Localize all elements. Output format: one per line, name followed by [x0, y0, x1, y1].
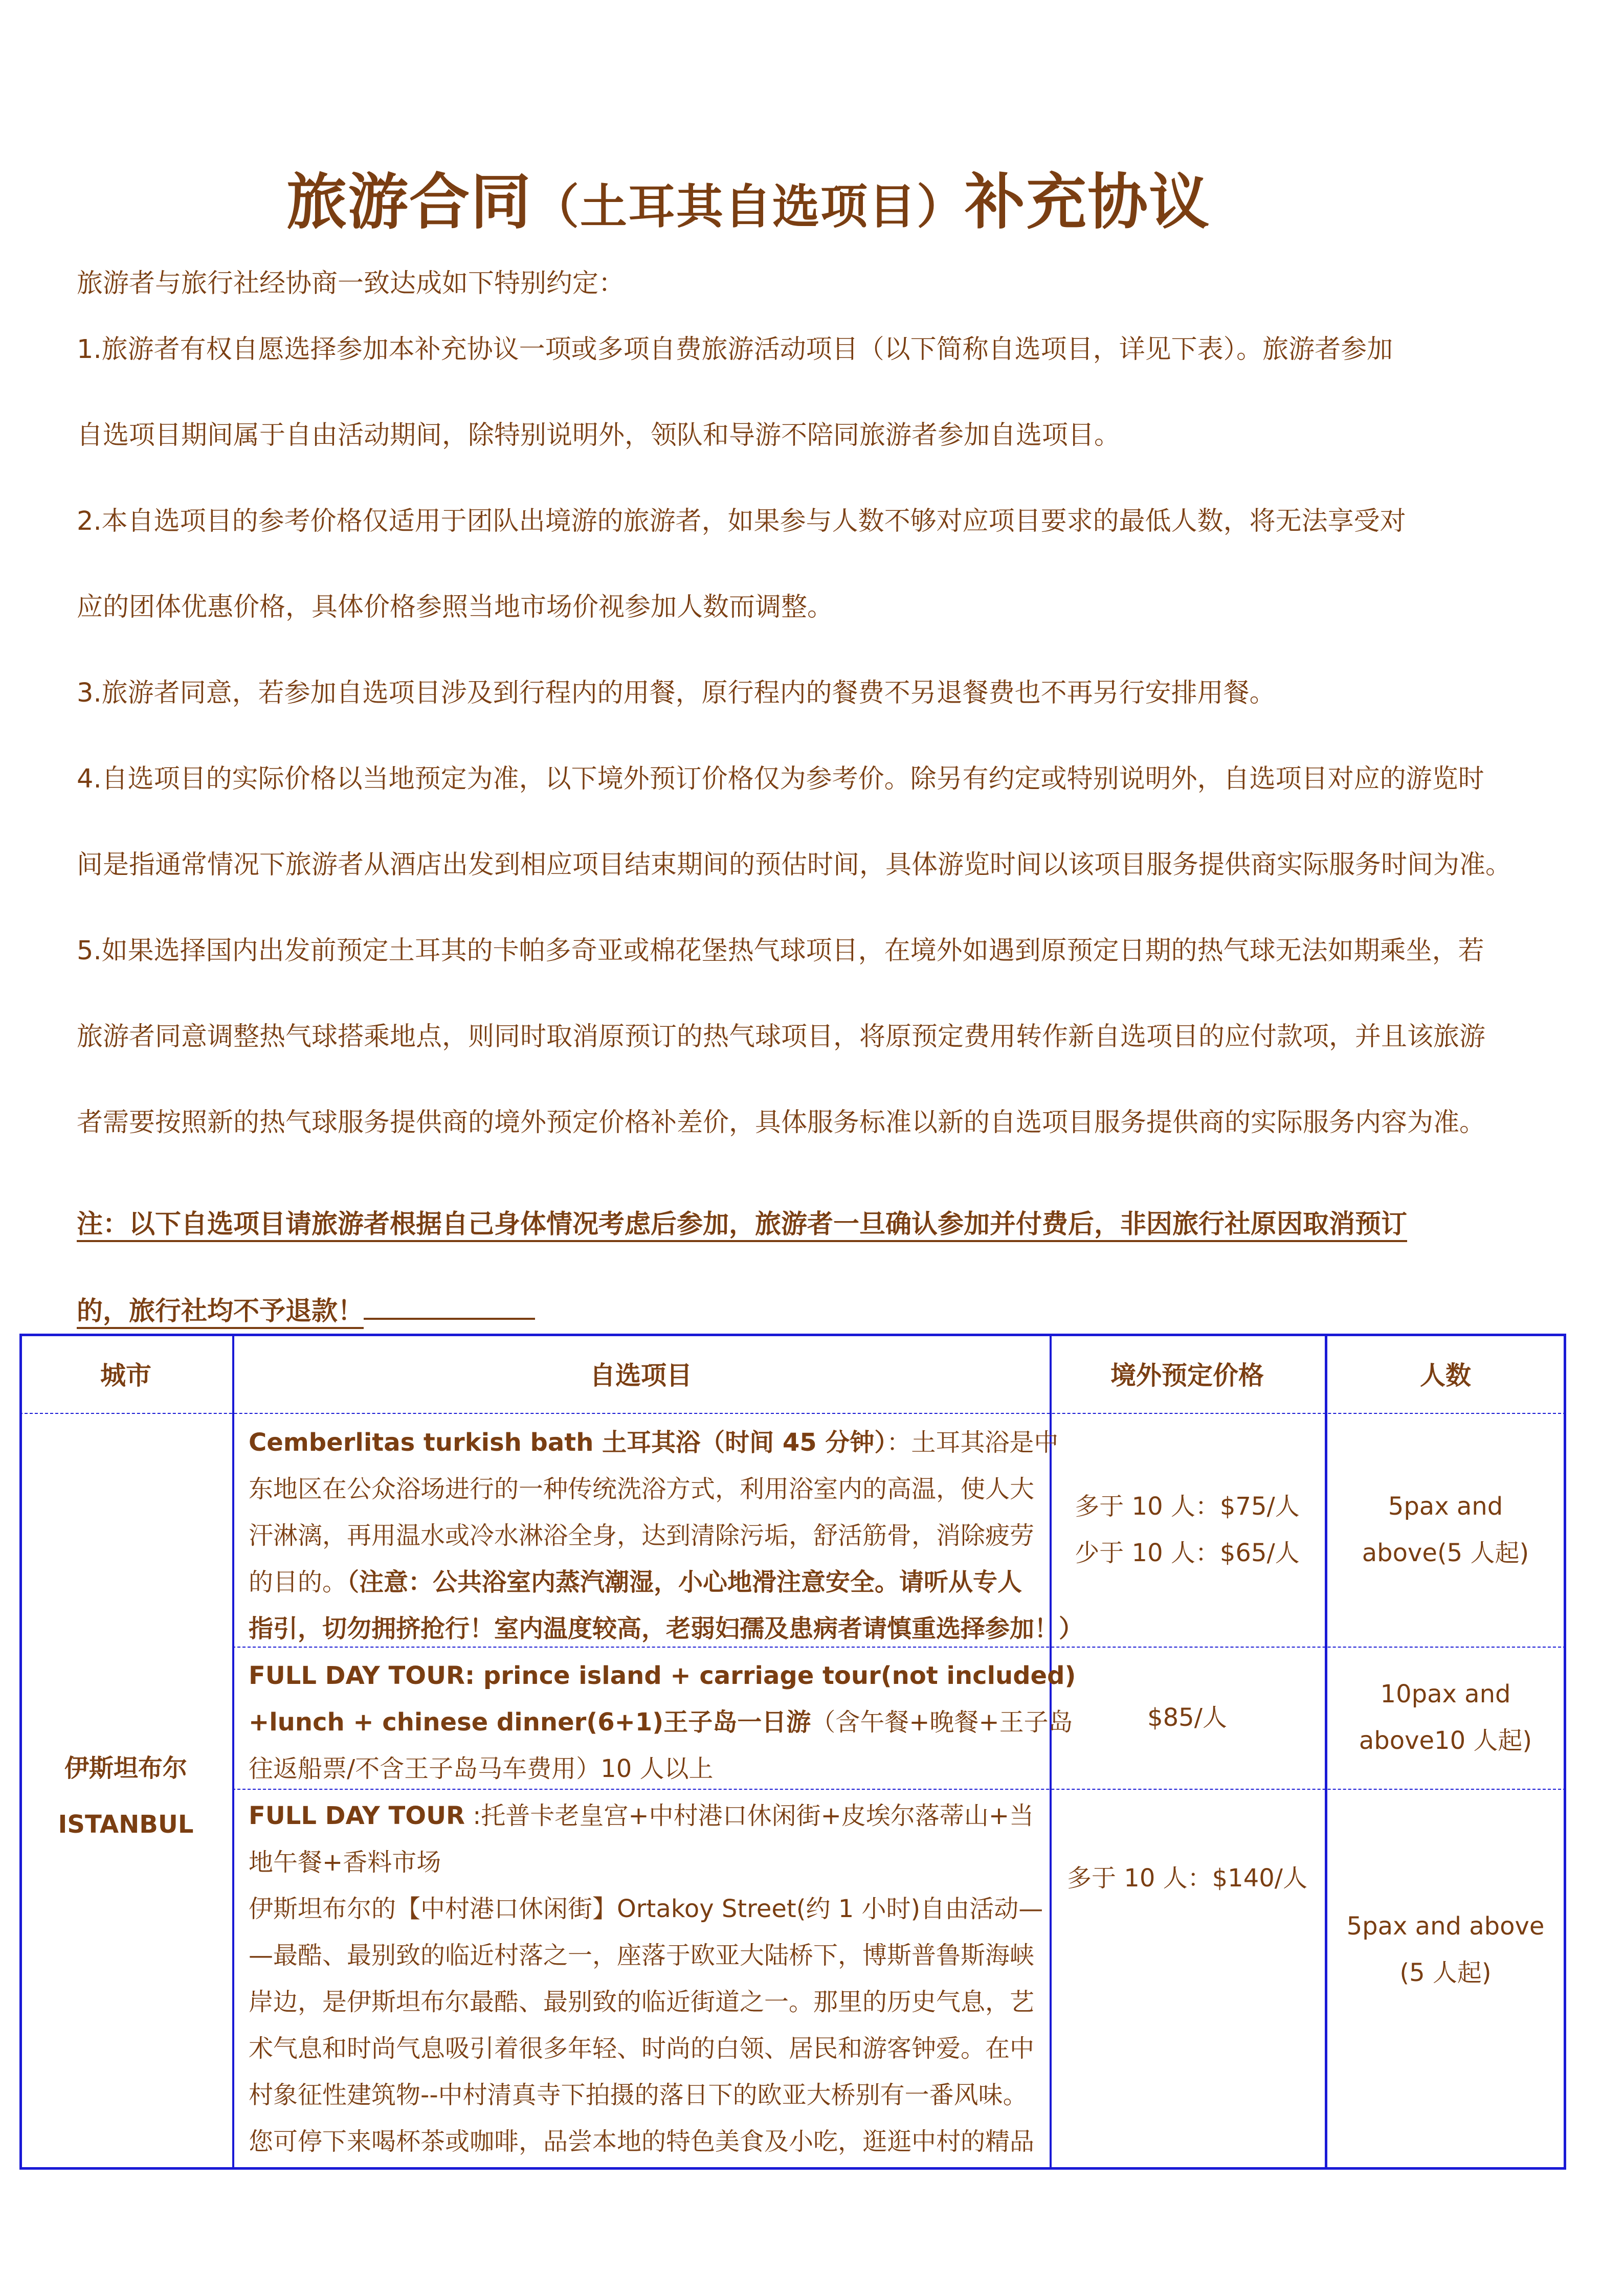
- pax-line: above(5 人起): [1362, 1538, 1529, 1567]
- note-line-2: 的，旅行社均不予退款！: [77, 1296, 364, 1326]
- title-paren-close: ）: [917, 179, 965, 234]
- clause-line: 应的团体优惠价格，具体价格参照当地市场价视参加人数而调整。: [77, 592, 834, 622]
- clause-5: [77, 908, 1591, 1166]
- price-line: $85/人: [1147, 1703, 1227, 1732]
- clause-line: 1.旅游者有权自愿选择参加本补充协议一项或多项自费旅游活动项目（以下简称自选项目，详见下表）。旅游者参加: [77, 334, 1393, 365]
- item-line: —最酷、最别致的临近村落之一，座落于欧亚大陆桥下，博斯普鲁斯海峡: [249, 1941, 1035, 1970]
- price-prince-island: [1050, 1647, 1325, 1789]
- title-main-right: 补充协议: [965, 167, 1211, 237]
- item-line: 村象征性建筑物--中村清真寺下拍摄的落日下的欧亚大桥别有一番风味。: [249, 2081, 1028, 2109]
- title-paren-open: （: [532, 179, 581, 234]
- clause-line: 4.自选项目的实际价格以当地预定为准，以下境外预订价格仅为参考价。除另有约定或特别说明外，自选项目对应的游览时: [77, 764, 1484, 794]
- price-line: 少于 10 人：$65/人: [1075, 1538, 1300, 1567]
- item-line: 东地区在公众浴场进行的一种传统洗浴方式，利用浴室内的高温，使人大: [249, 1475, 1035, 1503]
- pax-line: (5 人起): [1399, 1959, 1492, 1987]
- intro-text: 旅游者与旅行社经协商一致达成如下特别约定：: [77, 268, 625, 299]
- item-prince-island: [249, 1653, 1076, 1792]
- clause-line: 5.如果选择国内出发前预定土耳其的卡帕多奇亚或棉花堡热气球项目，在境外如遇到原预定日期的热气球无法如期乘坐，若: [77, 936, 1484, 966]
- clause-4: [77, 736, 1591, 908]
- note-line-1: 注：以下自选项目请旅游者根据自己身体情况考虑后参加，旅游者一旦确认参加并付费后，非因旅行社原因取消预订: [77, 1209, 1408, 1240]
- pax-prince-island: [1325, 1647, 1566, 1789]
- clauses: [77, 307, 1591, 1166]
- item-line: FULL DAY TOUR: prince island + carriage tour(not included): [249, 1661, 1076, 1690]
- item-line: 往返船票/不含王子岛马车费用）10 人以上: [249, 1754, 714, 1783]
- clause-line: 2.本自选项目的参考价格仅适用于团队出境游的旅游者，如果参与人数不够对应项目要求的最低人数，将无法享受对: [77, 506, 1406, 536]
- item-line: 的目的。（注意：公共浴室内蒸汽潮湿，小心地滑注意安全。请听从专人: [249, 1568, 1022, 1596]
- clause-1: [77, 307, 1591, 479]
- item-line: +lunch + chinese dinner(6+1)王子岛一日游（含午餐+晚餐+王子岛: [249, 1708, 1073, 1737]
- header-city: 城市: [100, 1360, 151, 1390]
- item-line: 伊斯坦布尔的【中村港口休闲街】Ortakoy Street(约 1 小时)自由活动—: [249, 1895, 1043, 1923]
- item-line: 岸边，是伊斯坦布尔最酷、最别致的临近街道之一。那里的历史气息，艺: [249, 1988, 1035, 2016]
- clause-line: 者需要按照新的热气球服务提供商的境外预定价格补差价，具体服务标准以新的自选项目服务提供商的实际服务内容为准。: [77, 1108, 1486, 1138]
- note-underline-fill: [364, 1291, 535, 1320]
- refund-note: [77, 1181, 1407, 1355]
- price-line: 多于 10 人：$140/人: [1067, 1863, 1307, 1893]
- item-line: 您可停下来喝杯茶或咖啡，品尝本地的特色美食及小吃，逛逛中村的精品: [249, 2127, 1035, 2156]
- item-line: 指引，切勿拥挤抢行！室内温度较高，老弱妇孺及患病者请慎重选择参加！）: [249, 1614, 1084, 1643]
- item-line: 汗淋漓，再用温水或冷水淋浴全身，达到清除污垢，舒活筋骨，消除疲劳: [249, 1521, 1035, 1550]
- title-subtitle: 土耳其自选项目: [580, 179, 917, 234]
- pax-line: 5pax and above: [1346, 1912, 1545, 1941]
- clause-3: [77, 650, 1591, 736]
- header-price: 境外预定价格: [1110, 1360, 1264, 1390]
- pax-line: 10pax and: [1380, 1680, 1511, 1708]
- optional-items-table: [19, 1334, 1566, 2170]
- city-cell: [19, 1413, 232, 2170]
- city-name-en: ISTANBUL: [58, 1810, 194, 1839]
- clause-line: 间是指通常情况下旅游者从酒店出发到相应项目结束期间的预估时间，具体游览时间以该项目服务提供商实际服务时间为准。: [77, 850, 1512, 880]
- price-full-day-tour: [1050, 1789, 1325, 1947]
- item-turkish-bath: [249, 1420, 1084, 1652]
- document-title: [286, 153, 1210, 240]
- item-line: 地午餐+香料市场: [249, 1848, 441, 1877]
- pax-line: 5pax and: [1388, 1492, 1503, 1521]
- title-main-left: 旅游合同: [286, 167, 532, 237]
- item-full-day-tour: [249, 1793, 1041, 2165]
- clause-2: [77, 479, 1591, 650]
- pax-full-day-tour: [1325, 1789, 1566, 2090]
- item-line: 术气息和时尚气息吸引着很多年轻、时尚的白领、居民和游客钟爱。在中: [249, 2034, 1035, 2063]
- clause-line: 3.旅游者同意，若参加自选项目涉及到行程内的用餐，原行程内的餐费不另退餐费也不再另行安排用餐。: [77, 678, 1276, 708]
- pax-turkish-bath: [1325, 1413, 1566, 1647]
- city-name-zh: 伊斯坦布尔: [64, 1754, 187, 1783]
- clause-line: 旅游者同意调整热气球搭乘地点，则同时取消原预订的热气球项目，将原预定费用转作新自选项目的应付款项，并且该旅游: [77, 1022, 1486, 1052]
- clause-line: 自选项目期间属于自由活动期间，除特别说明外，领队和导游不陪同旅游者参加自选项目。: [77, 420, 1121, 451]
- price-line: 多于 10 人：$75/人: [1075, 1492, 1300, 1521]
- item-line: FULL DAY TOUR :托普卡老皇宫+中村港口休闲街+皮埃尔落蒂山+当: [249, 1802, 1034, 1830]
- header-pax: 人数: [1420, 1360, 1471, 1390]
- item-line: Cemberlitas turkish bath 土耳其浴（时间 45 分钟）：土耳其浴是中: [249, 1428, 1059, 1457]
- price-turkish-bath: [1050, 1413, 1325, 1647]
- col-divider-1: [232, 1334, 234, 2170]
- pax-line: above10 人起): [1359, 1726, 1532, 1755]
- header-item: 自选项目: [590, 1360, 692, 1390]
